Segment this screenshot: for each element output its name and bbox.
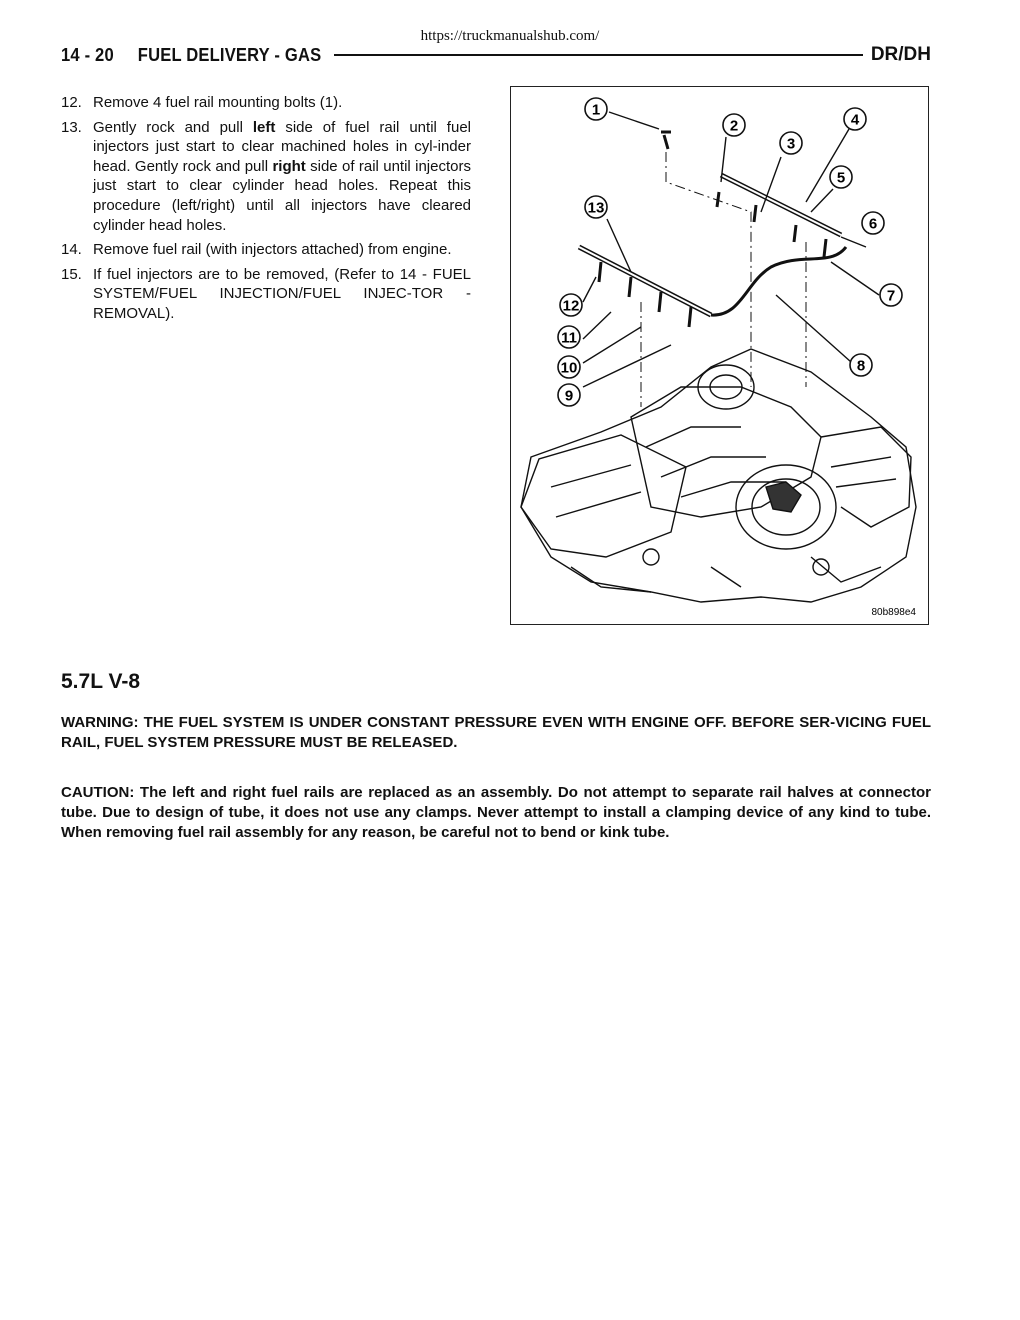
step-number: 14.	[61, 241, 82, 259]
header-rule	[334, 54, 863, 56]
figure-code: 80b898e4	[871, 607, 916, 618]
section-name: FUEL DELIVERY - GAS	[137, 44, 322, 65]
step-number: 13.	[61, 118, 82, 136]
svg-text:4: 4	[850, 111, 860, 129]
callout-6	[862, 212, 884, 234]
step-item	[61, 93, 471, 113]
callout-11	[558, 326, 580, 348]
svg-text:7: 7	[886, 287, 896, 305]
svg-text:6: 6	[868, 215, 878, 233]
svg-text:2: 2	[729, 117, 739, 135]
callout-4	[844, 108, 866, 130]
callout-13	[585, 196, 607, 218]
svg-text:9: 9	[564, 387, 574, 405]
svg-text:10: 10	[560, 359, 578, 377]
svg-text:12: 12	[562, 297, 580, 315]
callout-5	[830, 166, 852, 188]
source-url[interactable]: https://truckmanualshub.com/	[420, 28, 600, 44]
callout-7	[880, 284, 902, 306]
model-code: DR/DH	[870, 44, 931, 65]
callout-labels	[558, 98, 902, 406]
step-item	[61, 265, 471, 324]
svg-text:13: 13	[587, 199, 605, 217]
callout-12	[560, 294, 582, 316]
page-header	[61, 43, 931, 67]
step-item	[61, 240, 471, 260]
callout-10	[558, 356, 580, 378]
svg-text:8: 8	[856, 357, 866, 375]
step-number: 15.	[61, 265, 82, 283]
header-left	[61, 45, 321, 66]
callout-8	[850, 354, 872, 376]
svg-text:5: 5	[836, 169, 846, 187]
step-text: Remove fuel rail (with injectors attached) from engine.	[93, 241, 452, 259]
svg-text:3: 3	[786, 135, 796, 153]
warning-text: WARNING: THE FUEL SYSTEM IS UNDER CONSTANT PRESSURE EVEN WITH ENGINE OFF. BEFORE SER-VICING FUEL RAIL, FUEL SYSTEM PRESSURE MUST BE RELEASED.	[61, 714, 931, 751]
callout-1	[585, 98, 607, 120]
step-number: 12.	[61, 94, 82, 111]
step-text: If fuel injectors are to be removed, (Refer to 14 - FUEL SYSTEM/FUEL INJECTION/FUEL INJEC-TOR - REMOVAL).	[93, 265, 471, 322]
step-item	[61, 118, 471, 236]
step-text: Gently rock and pull left side of fuel rail until fuel injectors just start to clear machined holes in cyl-inder head. Gently rock and pull right side of rail until injectors just start to clear cylinder head holes. Repeat this procedure (left/right) until all injectors have cleared cylinder head holes.	[93, 118, 471, 234]
page-number: 14 - 20	[61, 44, 114, 65]
procedure-steps	[61, 93, 471, 329]
callout-9	[558, 384, 580, 406]
section-title: 5.7L V-8	[61, 670, 140, 693]
step-text: Remove 4 fuel rail mounting bolts (1).	[93, 94, 343, 111]
fuel-rail-figure	[510, 86, 929, 625]
caution-text: CAUTION: The left and right fuel rails are replaced as an assembly. Do not attempt to separate rail halves at connector tube. Due to design of tube, it does not use any clamps. Never attempt to install a clamping device of any kind to tube. When removing fuel rail assembly for any reason, be careful not to bend or kink tube.	[61, 784, 931, 841]
svg-text:11: 11	[561, 329, 577, 347]
callout-3	[780, 132, 802, 154]
engine-illustration	[511, 87, 928, 624]
svg-text:1: 1	[591, 101, 601, 119]
callout-2	[723, 114, 745, 136]
